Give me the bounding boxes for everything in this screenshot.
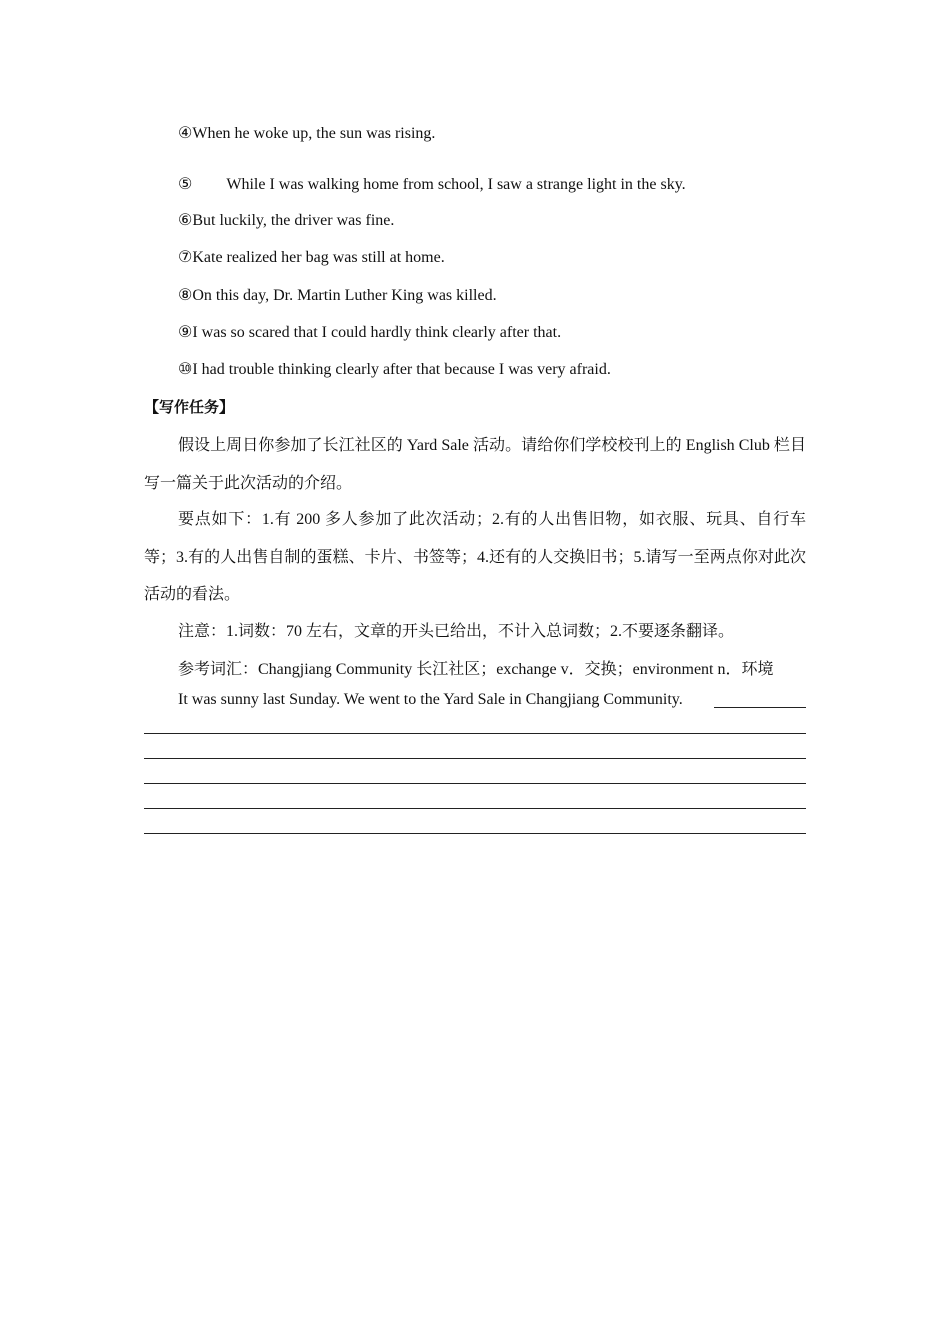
sentence-9 (178, 322, 561, 344)
sentence-number: ④ (178, 125, 193, 142)
sentence-4 (178, 123, 435, 145)
answer-line[interactable] (144, 783, 806, 784)
sentence-7 (178, 247, 445, 269)
essay-opening-text: It was sunny last Sunday. We went to the Yard Sale in Changjiang Community. (178, 691, 683, 708)
answer-line[interactable] (144, 758, 806, 759)
sentence-number: ⑦ (178, 249, 193, 266)
essay-opening (178, 689, 806, 711)
answer-line[interactable] (144, 808, 806, 809)
writing-task-vocab: 参考词汇：Changjiang Community 长江社区；exchange v．交换；environment n．环境 (178, 661, 774, 678)
sentence-text: But luckily, the driver was fine. (192, 212, 395, 229)
answer-line[interactable] (144, 733, 806, 734)
sentence-number: ⑧ (178, 287, 193, 304)
sentence-text: I was so scared that I could hardly think clearly after that. (192, 324, 562, 341)
sentence-10 (178, 359, 611, 381)
writing-task-scenario: 假设上周日你参加了长江社区的 Yard Sale 活动。请给你们学校校刊上的 English Club 栏目写一篇关于此次活动的介绍。 (144, 437, 806, 492)
sentence-text: I had trouble thinking clearly after that because I was very afraid. (192, 361, 611, 378)
sentence-text: When he woke up, the sun was rising. (192, 125, 436, 142)
sentence-text: Kate realized her bag was still at home. (192, 249, 445, 266)
sentence-5 (178, 174, 686, 196)
sentence-text: On this day, Dr. Martin Luther King was killed. (192, 287, 497, 304)
sentence-number: ⑩ (178, 361, 193, 378)
writing-task-points: 要点如下：1.有 200 多人参加了此次活动；2.有的人出售旧物，如衣服、玩具、自行车等；3.有的人出售自制的蛋糕、卡片、书签等；4.还有的人交换旧书；5.请写一至两点你对此次活动的看法。 (144, 511, 806, 603)
writing-task-heading: 【写作任务】 (144, 398, 235, 416)
answer-blank[interactable] (714, 691, 806, 708)
sentence-6 (178, 210, 394, 232)
sentence-number: ⑨ (178, 324, 193, 341)
sentence-number: ⑤ (178, 176, 193, 193)
writing-task-notes: 注意：1.词数：70 左右，文章的开头已给出，不计入总词数；2.不要逐条翻译。 (178, 623, 735, 640)
sentence-text: While I was walking home from school, I saw a strange light in the sky. (226, 176, 686, 193)
answer-line[interactable] (144, 833, 806, 834)
sentence-8 (178, 285, 497, 307)
sentence-number: ⑥ (178, 212, 193, 229)
